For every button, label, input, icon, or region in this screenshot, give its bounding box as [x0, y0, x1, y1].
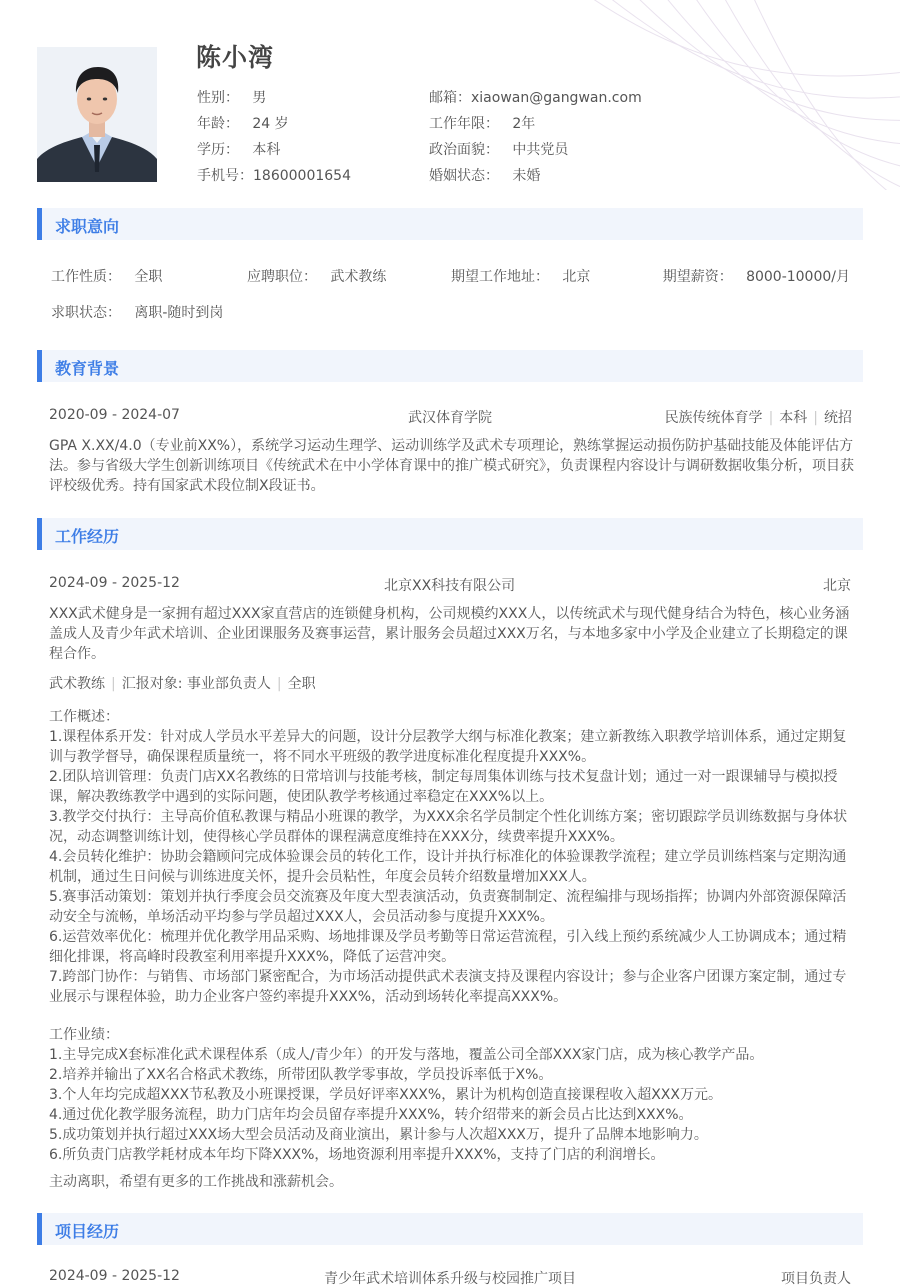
- divider: |: [111, 676, 116, 692]
- intent-salary: [663, 266, 850, 286]
- gender-label: 性别：: [197, 90, 239, 106]
- education-degree: 本科: [779, 410, 808, 426]
- intent-type: [51, 266, 162, 286]
- company-description: XXX武术健身是一家拥有超过XXX家直营店的连锁健身机构，公司规模约XXX人，以传统武术与现代健身结合为特色，核心业务涵盖成人及青少年武术培训、企业团课服务及赛事运营，累计服务会员超过XXX万名，与本地多家中小学及企业建立了长期稳定的课程合作。: [49, 606, 850, 662]
- marital-field: [429, 165, 540, 185]
- achievement-item: 2.培养并输出了XX名合格武术教练，所带团队教学零事故，学员投诉率低于X%。: [49, 1067, 553, 1083]
- marital-label: 婚姻状态：: [429, 168, 499, 184]
- age-label: 年龄：: [197, 116, 239, 132]
- overview-item: 3.教学交付执行：主导高价值私教课与精品小班课的教学，为XXX余名学员制定个性化训练方案；密切跟踪学员训练数据与身体状况，动态调整训练计划，使得核心学员群体的课程满意度维持在XXX分，续费率提升XXX%。: [49, 809, 848, 845]
- intent-location-label: 期望工作地址：: [451, 269, 549, 285]
- section-header-project: [37, 1213, 863, 1245]
- overview-item: 6.运营效率优化：梳理并优化教学用品采购、场地排课及学员考勤等日常运营流程，引入线上预约系统减少人工协调成本；通过精细化排课，将高峰时段教室利用率提升XXX%，降低了运营冲突。: [49, 929, 847, 965]
- section-header-intent: [37, 208, 863, 240]
- work-achievements: [49, 1025, 854, 1165]
- achievement-item: 3.个人年均完成超XXX节私教及小班课授课，学员好评率XXX%，累计为机构创造直接课程收入超XXX万元。: [49, 1087, 722, 1103]
- work-role-meta: [49, 673, 316, 693]
- work-city: 北京: [823, 578, 851, 594]
- divider: |: [768, 410, 774, 426]
- age-value: 24 岁: [252, 116, 289, 132]
- politics-value: 中共党员: [512, 142, 569, 158]
- section-header-work: [37, 518, 863, 550]
- years-field: [429, 113, 535, 133]
- phone-label: 手机号：: [197, 168, 253, 184]
- education-description: GPA X.XX/4.0（专业前XX%），系统学习运动生理学、运动训练学及武术专项理论，熟练掌握运动损伤防护基础技能及体能评估方法。参与省级大学生创新训练项目《传统武术在中小学体育课中的推广模式研究》，负责课程内容设计与调研数据收集分析，项目获评校级优秀。持有国家武术段位制X段证书。: [49, 438, 854, 494]
- education-field: [197, 139, 280, 159]
- education-mode: 统招: [824, 410, 852, 426]
- gender-field: [197, 87, 266, 107]
- section-title-education: 教育背景: [55, 359, 120, 378]
- overview-item: 2.团队培训管理：负责门店XX名教练的日常培训与技能考核，制定每周集体训练与技术复盘计划；通过一对一跟课辅导与模拟授课，解决教练教学中遇到的实际问题，使团队教学考核通过率稳定在XXX%以上。: [49, 769, 838, 805]
- intent-salary-label: 期望薪资：: [662, 269, 733, 285]
- phone-value: 18600001654: [253, 168, 351, 184]
- work-overview: [49, 707, 854, 1007]
- overview-item: 1.课程体系开发：针对成人学员水平差异大的问题，设计分层教学大纲与标准化教案；建立新教练入职教学培训体系，通过定期复训与教学督导，确保课程质量统一，将不同水平班级的教学进度标准化程度提升XXX%。: [49, 729, 847, 765]
- divider: |: [276, 676, 282, 692]
- education-label: 学历：: [197, 142, 239, 158]
- section-header-education: [37, 350, 863, 382]
- politics-field: [429, 139, 568, 159]
- intent-salary-value: 8000-10000/月: [746, 269, 850, 285]
- candidate-name: 陈小湾: [196, 43, 275, 72]
- education-major: 民族传统体育学: [664, 410, 763, 426]
- work-role: 武术教练: [49, 676, 105, 692]
- marital-value: 未婚: [512, 168, 541, 184]
- phone-field: [197, 165, 351, 185]
- work-report: 汇报对象: 事业部负责人: [121, 676, 271, 692]
- section-title-intent: 求职意向: [55, 217, 120, 236]
- intent-position-label: 应聘职位：: [247, 269, 317, 285]
- avatar-photo: [37, 47, 157, 182]
- intent-location: [451, 266, 590, 286]
- work-company: 北京XX科技有限公司: [384, 578, 516, 594]
- age-field: [197, 113, 289, 133]
- section-title-project: 项目经历: [55, 1222, 120, 1241]
- achievements-title: 工作业绩：: [49, 1027, 119, 1043]
- work-job-type: 全职: [287, 676, 316, 692]
- intent-status-label: 求职状态：: [51, 305, 121, 321]
- politics-label: 政治面貌：: [429, 142, 499, 158]
- email-label: 邮箱：: [429, 90, 471, 106]
- intent-position: [247, 266, 386, 286]
- intent-status-value: 离职-随时到岗: [134, 305, 224, 321]
- achievement-item: 4.通过优化教学服务流程，助力门店年均会员留存率提升XXX%，转介绍带来的新会员占比达到XXX%。: [49, 1107, 693, 1123]
- gender-value: 男: [252, 90, 267, 106]
- project-role: 项目负责人: [781, 1271, 851, 1287]
- overview-title: 工作概述：: [49, 709, 119, 725]
- achievement-item: 6.所负责门店教学耗材成本年均下降XXX%，场地资源利用率提升XXX%，支持了门店的利润增长。: [49, 1147, 665, 1163]
- intent-status: [51, 302, 223, 322]
- years-label: 工作年限：: [429, 116, 499, 132]
- education-period: 2020-09 - 2024-07: [49, 407, 180, 423]
- project-period: 2024-09 - 2025-12: [49, 1268, 180, 1284]
- achievement-item: 5.成功策划并执行超过XXX场大型会员活动及商业演出，累计参与人次超XXX万，提升了品牌本地影响力。: [49, 1127, 708, 1143]
- education-school: 武汉体育学院: [408, 410, 492, 426]
- years-value: 2年: [512, 116, 536, 132]
- achievement-item: 1.主导完成X套标准化武术课程体系（成人/青少年）的开发与落地，覆盖公司全部XXX家门店，成为核心教学产品。: [49, 1047, 764, 1063]
- email-field: [429, 87, 642, 107]
- overview-item: 4.会员转化维护：协助会籍顾问完成体验课会员的转化工作，设计并执行标准化的体验课教学流程；建立学员训练档案与定期沟通机制，通过生日问候与训练进度关怀，提升会员粘性，年度会员转介绍数量增加XXX人。: [49, 849, 847, 885]
- overview-item: 7.跨部门协作：与销售、市场部门紧密配合，为市场活动提供武术表演支持及课程内容设计；参与企业客户团课方案定制，通过专业展示与课程体验，助力企业客户签约率提升XXX%，活动到场转化率提高XXX%。: [49, 969, 847, 1005]
- intent-type-label: 工作性质：: [51, 269, 121, 285]
- email-value: xiaowan@gangwan.com: [471, 90, 642, 106]
- leave-reason: 主动离职，希望有更多的工作挑战和涨薪机会。: [49, 1174, 343, 1190]
- project-name: 青少年武术培训体系升级与校园推广项目: [324, 1271, 576, 1287]
- work-period: 2024-09 - 2025-12: [49, 575, 180, 591]
- education-meta: [665, 407, 852, 427]
- divider: |: [813, 410, 818, 426]
- intent-position-value: 武术教练: [330, 269, 387, 285]
- overview-item: 5.赛事活动策划：策划并执行季度会员交流赛及年度大型表演活动，负责赛制制定、流程编排与现场指挥；协调内外部资源保障活动安全与流畅，单场活动平均参与学员超过XXX人，会员活动参与度提升XXX%。: [49, 889, 847, 925]
- intent-type-value: 全职: [134, 269, 163, 285]
- education-value: 本科: [252, 142, 281, 158]
- intent-location-value: 北京: [562, 269, 591, 285]
- section-title-work: 工作经历: [55, 527, 120, 546]
